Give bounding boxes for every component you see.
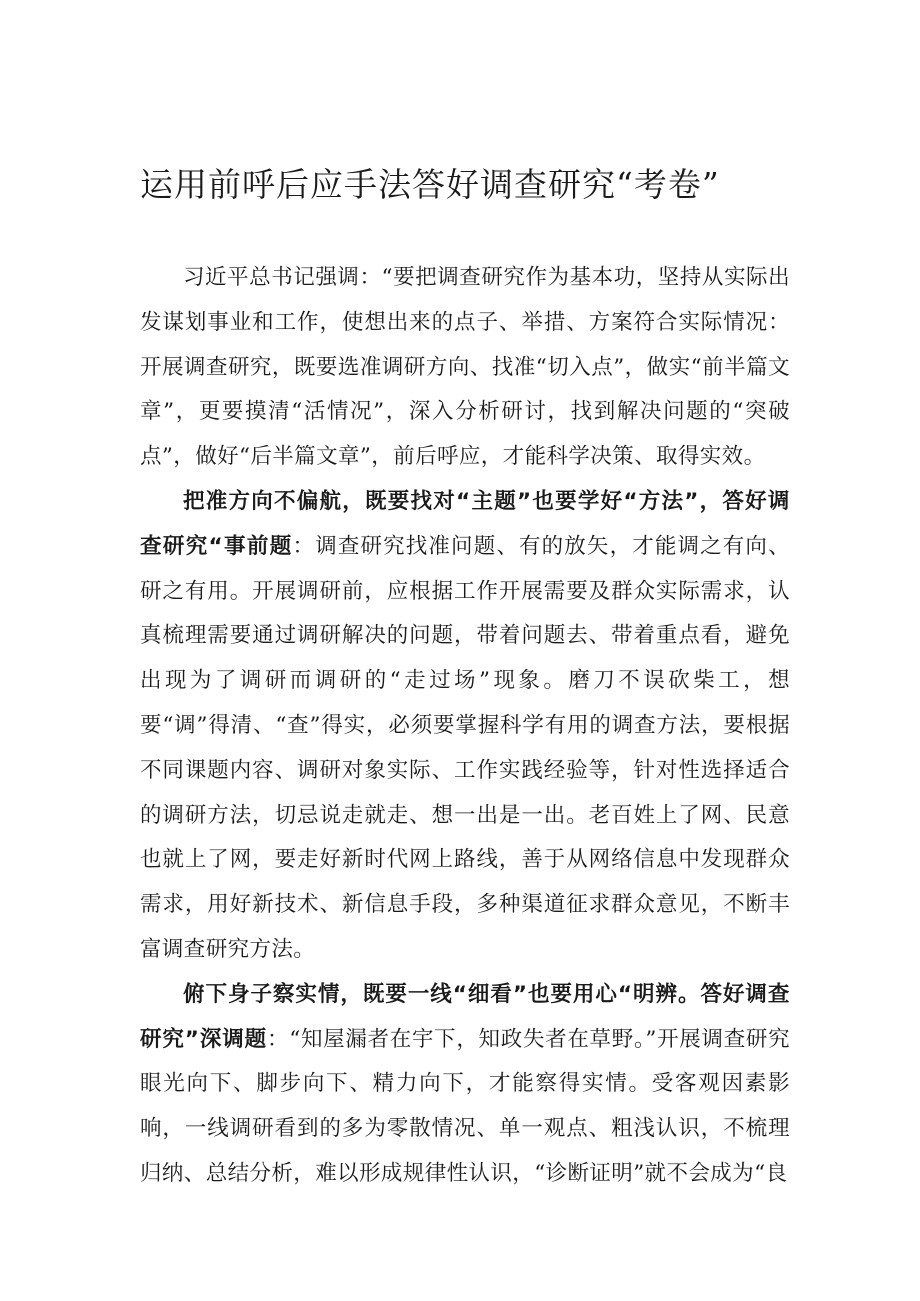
paragraph-1-text: 习近平总书记强调：“要把调查研究作为基本功，坚持从实际出发谋划事业和工作，使想出来的点子、举措、方案符合实际情况：开展调查研究，既要选准调研方向、找准“切入点”，做实“前半篇文章”，更要摸清“活情况”，深入分析研讨，找到解决问题的“突破点”，做好“后半篇文章”，前后呼应，才能科学决策、取得实效。 [140,265,790,470]
paragraph-3-text: ：“知屋漏者在宇下，知政失者在草野。”开展调查研究眼光向下、脚步向下、精力向下，才能察得实情。受客观因素影响，一线调研看到的多为零散情况、单一观点、粗浅认识，不梳理归纳、总结分析，难以形成规律性认识，“诊断证明”就不会成为“良 [140,1026,790,1186]
document-title: 运用前呼后应手法答好调查研究“考卷” [140,165,720,204]
paragraph-2 [140,480,790,973]
paragraph-2-text: ：调查研究找准问题、有的放矢，才能调之有向、研之有用。开展调研前，应根据工作开展需要及群众实际需求，认真梳理需要通过调研解决的问题，带着问题去、带着重点看，避免出现为了调研而调研的“走过场”现象。磨刀不误砍柴工，想要“调”得清、“查”得实，必须要掌握科学有用的调查方法，要根据不同课题内容、调研对象实际、工作实践经验等，针对性选择适合的调研方法，切忌说走就走、想一出是一出。老百姓上了网、民意也就上了网，要走好新时代网上路线，善于从网络信息中发现群众需求，用好新技术、新信息手段，多种渠道征求群众意见，不断丰富调查研究方法。 [140,533,790,962]
paragraph-3 [140,973,790,1197]
paragraph-2-lead: 把准方向不偏航，既要找对“主题”也要学好“方法”，答好调查研究“事前题 [140,488,790,559]
paragraph-3-lead: 俯下身子察实情，既要一线“细看”也要用心“明辨。答好调查研究”深调题 [140,981,790,1052]
document-body [140,256,790,1197]
paragraph-1 [140,256,790,480]
